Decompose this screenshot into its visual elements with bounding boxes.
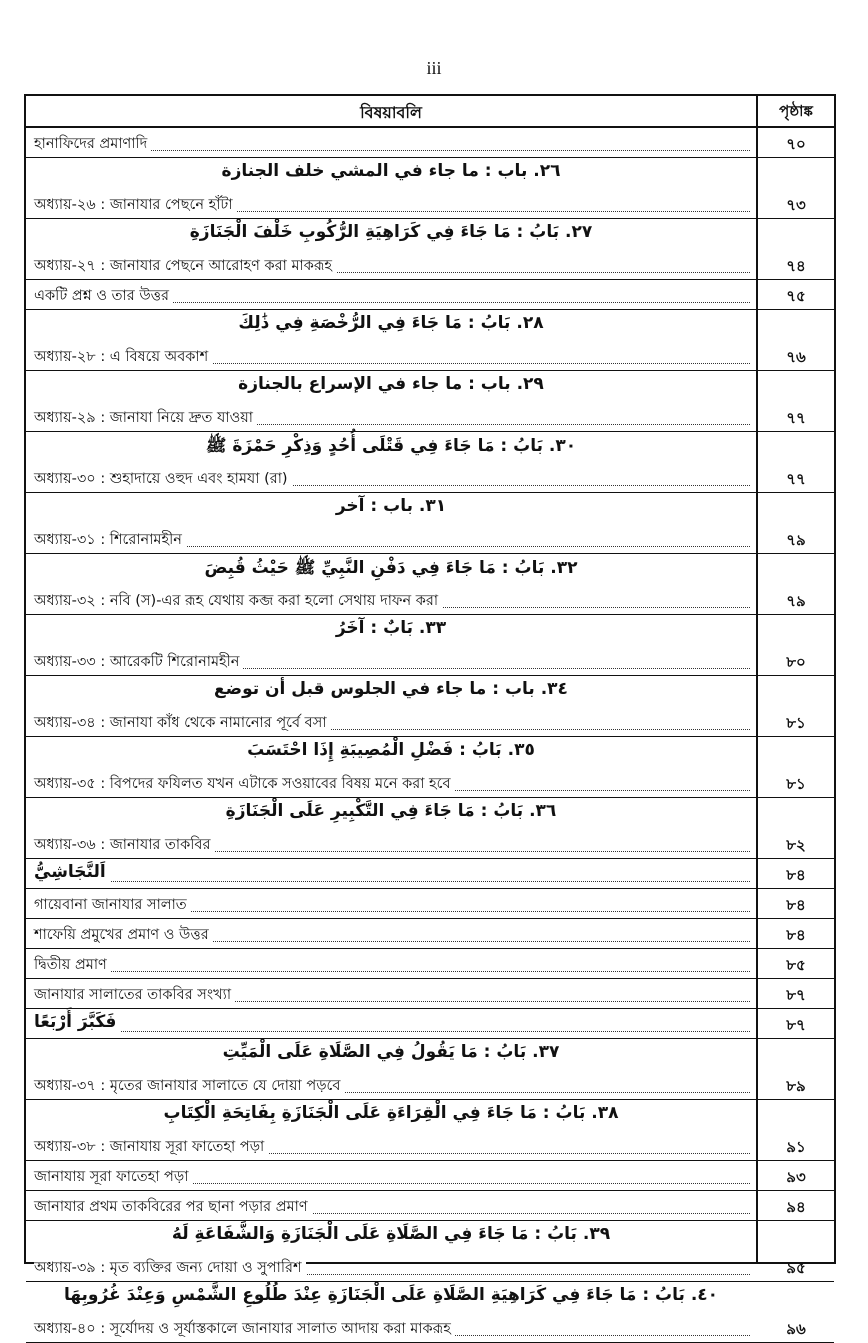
entry-text: গায়েবানা জানাযার সালাত	[34, 894, 191, 918]
contents-table	[24, 94, 836, 1338]
arabic-heading: ٣٥. بَابُ : فَضْلِ الْمُصِيبَةِ إِذَا احْتَسَبَ	[247, 740, 535, 760]
toc-entry	[26, 341, 834, 371]
toc-entry	[26, 1161, 834, 1191]
arabic-entry-text: فَكَبَّرَ أَرْبَعًا	[34, 1012, 120, 1032]
toc-entry	[26, 979, 834, 1009]
entry-page-number: ৮৫	[786, 956, 806, 974]
dot-leader	[34, 881, 750, 882]
arabic-heading: ٤٠. بَابُ : مَا جَاءَ فِي كَرَاهِيَةِ الصَّلَاةِ عَلَى الْجَنَازَةِ عِنْدَ طُلُوعِ الشَّمْسِ وَعِنْدَ غُرُوبِهَا	[63, 1285, 719, 1305]
arabic-heading: ٣٩. بَابُ : مَا جَاءَ فِي الصَّلَاةِ عَلَى الْجَنَازَةِ وَالشَّفَاعَةِ لَهُ	[171, 1224, 611, 1244]
chapter-arabic-title	[26, 371, 834, 402]
arabic-heading: ٣٤. باب : ما جاء في الجلوس قبل أن توضع	[214, 679, 568, 699]
toc-entry	[26, 250, 834, 280]
entry-text: অধ্যায়-৪০ : সূর্যোদয় ও সূর্যাস্তকালে জানাযার সালাত আদায় করা মাকরূহ	[34, 1318, 455, 1342]
arabic-heading: ٣٢. بَابُ : مَا جَاءَ فِي دَفْنِ النَّبِيِّ ﷺ حَيْثُ قُبِضَ	[204, 558, 578, 578]
arabic-heading: ٣٨. بَابُ : مَا جَاءَ فِي الْقِرَاءَةِ عَلَى الْجَنَازَةِ بِفَاتِحَةِ الْكِتَابِ	[163, 1103, 619, 1123]
entry-page-number: ৯৫	[786, 1259, 806, 1277]
arabic-heading: ٣٣. بَابٌ : آخَرُ	[335, 618, 447, 638]
toc-entry	[26, 280, 834, 310]
chapter-arabic-title	[26, 1039, 834, 1070]
chapter-arabic-title	[26, 676, 834, 707]
entry-text: অধ্যায়-২৬ : জানাযার পেছনে হাঁটা	[34, 194, 237, 218]
entry-page-number: ৯৩	[786, 1168, 806, 1186]
chapter-arabic-title	[26, 219, 834, 250]
entry-text: অধ্যায়-৩৭ : মৃতের জানাযার সালাতে যে দোয়া পড়বে	[34, 1075, 344, 1099]
toc-entry	[26, 646, 834, 676]
contents-rows	[26, 128, 834, 1343]
arabic-heading: ٣٦. بَابُ : مَا جَاءَ فِي التَّكْبِيرِ عَلَى الْجَنَازَةِ	[225, 801, 557, 821]
entry-text: দ্বিতীয় প্রমাণ	[34, 954, 111, 978]
chapter-arabic-title	[26, 1100, 834, 1131]
entry-page-number: ৮০	[786, 653, 806, 671]
entry-page-number: ৯৪	[786, 1198, 806, 1216]
table-header	[26, 96, 834, 128]
entry-page-number: ৭৯	[786, 531, 806, 549]
dot-leader	[34, 1031, 750, 1032]
chapter-arabic-title	[26, 1221, 834, 1252]
entry-page-number: ৮১	[786, 714, 806, 732]
entry-text: জানাযায় সূরা ফাতেহা পড়া	[34, 1166, 192, 1190]
arabic-entry-text: اَلنَّجَاشِيُّ	[34, 862, 110, 882]
toc-entry	[26, 1131, 834, 1161]
entry-page-number: ৮৭	[786, 1016, 806, 1034]
entry-text: অধ্যায়-৩৪ : জানাযা কাঁধ থেকে নামানোর পূর্বে বসা	[34, 712, 331, 736]
page-column-heading: পৃষ্ঠাঙ্ক	[779, 102, 813, 120]
entry-page-number: ৮১	[786, 775, 806, 793]
page-number: iii	[426, 58, 442, 78]
chapter-arabic-title	[26, 310, 834, 341]
entry-text: জানাযার প্রথম তাকবিরের পর ছানা পড়ার প্রমাণ	[34, 1196, 312, 1220]
entry-page-number: ৮৭	[786, 986, 806, 1004]
toc-entry	[26, 524, 834, 554]
entry-text: অধ্যায়-৩০ : শুহাদায়ে ওহুদ এবং হামযা (রা)	[34, 468, 292, 492]
entry-text: অধ্যায়-২৭ : জানাযার পেছনে আরোহণ করা মাকরূহ	[34, 255, 336, 279]
chapter-arabic-title	[26, 1282, 834, 1313]
chapter-arabic-title	[26, 158, 834, 189]
entry-text: অধ্যায়-২৮ : এ বিষয়ে অবকাশ	[34, 346, 212, 370]
entry-page-number: ৮২	[786, 836, 806, 854]
entry-text: অধ্যায়-৩২ : নবি (স)-এর রূহ যেথায় কব্জ করা হলো সেথায় দাফন করা	[34, 590, 442, 614]
entry-page-number: ৮৪	[786, 926, 806, 944]
entry-text: শাফেয়ি প্রমুখের প্রমাণ ও উত্তর	[34, 924, 213, 948]
entry-text: হানাফিদের প্রমাণাদি	[34, 133, 151, 157]
toc-entry	[26, 1191, 834, 1221]
entry-text: অধ্যায়-২৯ : জানাযা নিয়ে দ্রুত যাওয়া	[34, 407, 257, 431]
entry-page-number: ৭৭	[786, 409, 806, 427]
contents-heading: বিষয়াবলি	[360, 103, 422, 122]
entry-page-number: ৭৫	[786, 287, 806, 305]
entry-page-number: ৭৭	[786, 470, 806, 488]
entry-page-number: ৭০	[786, 135, 806, 153]
entry-text: জানাযার সালাতের তাকবির সংখ্যা	[34, 984, 235, 1008]
entry-page-number: ৭৪	[786, 257, 806, 275]
arabic-heading: ٢٨. بَابُ : مَا جَاءَ فِي الرُّخْصَةِ فِي ذَٰلِكَ	[238, 313, 544, 333]
toc-entry	[26, 463, 834, 493]
entry-page-number: ৭৯	[786, 592, 806, 610]
arabic-heading: ٢٦. باب : ما جاء في المشي خلف الجنازة	[221, 161, 561, 181]
arabic-heading: ٢٧. بَابُ : مَا جَاءَ فِي كَرَاهِيَةِ الرُّكُوبِ خَلْفَ الْجَنَازَةِ	[189, 222, 593, 242]
entry-text: অধ্যায়-৩১ : শিরোনামহীন	[34, 529, 186, 553]
arabic-heading: ٣٠. بَابُ : مَا جَاءَ فِي قَتْلَى أُحُدٍ وَذِكْرِ حَمْزَةَ ﷺ	[205, 436, 577, 456]
arabic-heading: ٣٧. بَابُ : مَا يَقُولُ فِي الصَّلَاةِ عَلَى الْمَيِّتِ	[222, 1042, 560, 1062]
entry-page-number: ৯১	[786, 1138, 806, 1156]
toc-entry	[26, 128, 834, 158]
chapter-arabic-title	[26, 554, 834, 585]
entry-page-number: ৭৩	[786, 196, 806, 214]
toc-entry	[26, 859, 834, 889]
chapter-arabic-title	[26, 432, 834, 463]
toc-entry	[26, 1252, 834, 1282]
toc-entry	[26, 949, 834, 979]
entry-page-number: ৮৪	[786, 896, 806, 914]
toc-entry	[26, 768, 834, 798]
entry-page-number: ৯৬	[786, 1320, 806, 1338]
entry-page-number: ৭৬	[786, 348, 806, 366]
entry-page-number: ৮৪	[786, 866, 806, 884]
toc-entry	[26, 889, 834, 919]
entry-text: অধ্যায়-৩৮ : জানাযায় সূরা ফাতেহা পড়া	[34, 1136, 268, 1160]
entry-text: অধ্যায়-৩৯ : মৃত ব্যক্তির জন্য দোয়া ও সুপারিশ	[34, 1257, 306, 1281]
arabic-heading: ٢٩. باب : ما جاء في الإسراع بالجنازة	[238, 374, 544, 394]
entry-text: অধ্যায়-৩৬ : জানাযার তাকবির	[34, 834, 214, 858]
toc-entry	[26, 1070, 834, 1100]
entry-text: অধ্যায়-৩৫ : বিপদের ফযিলত যখন এটাকে সওয়াবের বিষয় মনে করা হবে	[34, 773, 455, 797]
toc-entry	[26, 585, 834, 615]
arabic-heading: ٣١. باب : آخر	[335, 496, 447, 516]
chapter-arabic-title	[26, 493, 834, 524]
dot-leader	[34, 971, 750, 972]
chapter-arabic-title	[26, 615, 834, 646]
chapter-arabic-title	[26, 798, 834, 829]
toc-entry	[26, 402, 834, 432]
entry-text: একটি প্রশ্ন ও তার উত্তর	[34, 285, 173, 309]
toc-entry	[26, 189, 834, 219]
toc-entry	[26, 1009, 834, 1039]
toc-entry	[26, 1313, 834, 1343]
toc-entry	[26, 919, 834, 949]
entry-text: অধ্যায়-৩৩ : আরেকটি শিরোনামহীন	[34, 651, 243, 675]
entry-page-number: ৮৯	[786, 1077, 806, 1095]
chapter-arabic-title	[26, 737, 834, 768]
toc-entry	[26, 829, 834, 859]
toc-entry	[26, 707, 834, 737]
